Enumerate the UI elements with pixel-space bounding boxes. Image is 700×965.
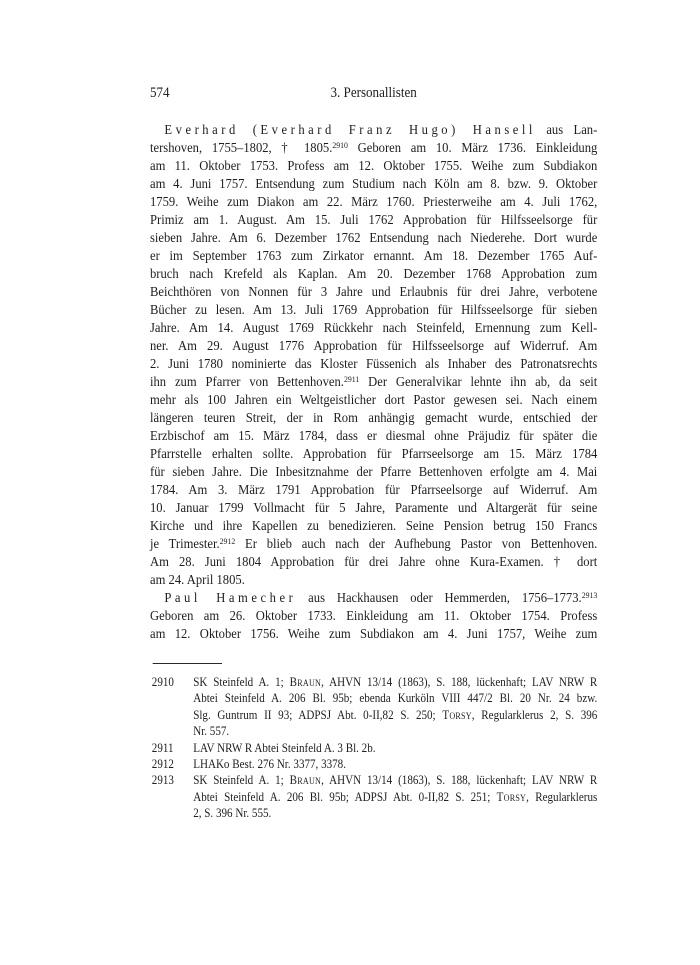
text-segment: am 12. Oktober 1756. Weihe zum Subdiakon am 4. Juni 1757, Weihe zum xyxy=(150,627,598,642)
footnote-number: 2912 xyxy=(151,756,174,771)
text-segment: 2, S. 396 Nr. 555. xyxy=(193,806,272,821)
text-segment: 10. Januar 1799 Vollmacht für 5 Jahre, Paramente und Altargerät für seine xyxy=(150,501,598,516)
text-segment: mehr als 100 Jahren ein Weltgeistlicher dort Pastor gewesen sei. Nach einem xyxy=(150,393,598,408)
footnote-text xyxy=(193,740,597,756)
person-name: Everhard (Everhard Franz Hugo) Hansell xyxy=(164,123,536,138)
text-segment: aus Lan- xyxy=(535,123,598,138)
text-line xyxy=(150,590,597,608)
text-line xyxy=(193,690,597,706)
text-line xyxy=(193,740,597,756)
text-segment: Pfarrstelle erhalten sollte. Approbation für Pfarrseelsorge am 15. März 1784 xyxy=(150,447,598,462)
text-line xyxy=(150,518,597,536)
body-text xyxy=(150,122,597,644)
text-segment: Geboren am 10. März 1736. Einkleidung xyxy=(347,141,598,156)
text-segment: , AHVN 13/14 (1863), S. 188, lückenhaft; LAV NRW R xyxy=(321,773,598,788)
text-line xyxy=(150,140,597,158)
text-line xyxy=(150,158,597,176)
text-segment: Abtei Steinfeld A. 206 Bl. 95b; ebenda Kurköln VIII 447/2 Bl. 20 Nr. 24 bzw. xyxy=(193,691,598,706)
text-line xyxy=(150,626,597,644)
text-segment: Am 28. Juni 1804 Approbation für drei Jahre ohne Kura-Examen. † dort xyxy=(150,555,598,570)
text-segment: SK Steinfeld A. 1; xyxy=(193,675,290,689)
text-line xyxy=(150,302,597,320)
text-segment: sieben Jahre. Am 6. Dezember 1762 Entsendung nach Niederehe. Dort wurde xyxy=(150,231,598,246)
text-segment: SK Steinfeld A. 1; xyxy=(193,773,290,788)
text-segment: Geboren am 26. Oktober 1733. Einkleidung am 11. Oktober 1754. Profess xyxy=(150,609,598,624)
chapter-title: 3. Personallisten xyxy=(330,85,417,101)
footnote-2911 xyxy=(150,740,597,756)
footnote-ref: 2911 xyxy=(343,373,360,384)
text-line xyxy=(150,266,597,284)
footnote-ref: 2910 xyxy=(332,139,348,150)
text-line xyxy=(193,707,597,723)
text-line xyxy=(150,428,597,446)
text-segment: Beichthören von Nonnen für 3 Jahre und Erlaubnis für drei Jahre, verbotene xyxy=(150,285,598,300)
footnote-number: 2913 xyxy=(151,773,174,788)
text-segment: Abtei Steinfeld A. 206 Bl. 95b; ADPSJ Abt. 0-II,82 S. 251; xyxy=(193,789,497,804)
text-segment: , AHVN 13/14 (1863), S. 188, lückenhaft; LAV NRW R xyxy=(321,675,598,689)
footnote-ref: 2913 xyxy=(581,589,598,600)
text-line xyxy=(150,608,597,626)
text-segment: , Regularklerus 2, S. 396 xyxy=(471,707,598,722)
text-line xyxy=(150,122,597,140)
footnote-2910 xyxy=(150,674,597,740)
text-line xyxy=(150,212,597,230)
text-line xyxy=(193,805,597,821)
text-segment: Primiz am 1. August. Am 15. Juli 1762 Approbation für Hilfsseelsorge für xyxy=(150,213,598,228)
person-name: Paul Hamecher xyxy=(164,591,297,606)
footnote-text xyxy=(193,756,597,772)
page-header xyxy=(150,84,597,102)
text-segment: Nr. 557. xyxy=(193,724,230,739)
text-line xyxy=(150,338,597,356)
text-line xyxy=(150,374,597,392)
text-line xyxy=(150,554,597,572)
text-segment: längeren teuren Streit, der in Rom anhängig gemacht wurde, entschied der xyxy=(150,411,598,426)
text-segment: aus Hackhausen oder Hemmerden, 1756–1773. xyxy=(296,591,582,606)
text-segment: ner. Am 29. August 1776 Approbation für Hilfsseelsorge auf Widerruf. Am xyxy=(150,339,598,354)
text-segment: Bücher zu lesen. Am 13. Juli 1769 Approbation für Hilfsseelsorge für sieben xyxy=(150,303,598,318)
text-segment: am 4. Juni 1757. Entsendung zum Studium nach Köln am 8. bzw. 9. Oktober xyxy=(150,177,598,192)
text-line xyxy=(150,230,597,248)
text-segment: Slg. Guntrum II 93; ADPSJ Abt. 0-II,82 S. 250; xyxy=(193,707,443,722)
text-segment: LAV NRW R Abtei Steinfeld A. 3 Bl. 2b. xyxy=(193,740,376,755)
text-segment: am 11. Oktober 1753. Profess am 12. Oktober 1755. Weihe zum Subdiakon xyxy=(150,159,598,174)
text-segment: je Trimester. xyxy=(150,537,220,552)
text-segment: , Regularklerus xyxy=(526,789,598,804)
author-name-smallcaps: Braun xyxy=(289,773,322,788)
author-name-smallcaps: Torsy xyxy=(442,707,472,722)
text-line xyxy=(150,392,597,410)
text-segment: für sieben Jahre. Die Inbesitznahme der Pfarre Bettenhoven erfolgte am 4. Mai xyxy=(150,465,598,480)
paragraph-paul-hamecher xyxy=(150,590,597,644)
text-segment: ihn zum Pfarrer von Bettenhoven. xyxy=(150,375,344,390)
text-line xyxy=(193,723,597,739)
text-segment: 1759. Weihe zum Diakon am 22. März 1760. Priesterweihe am 4. Juli 1762, xyxy=(150,195,598,210)
footnote-text xyxy=(193,772,597,821)
text-line xyxy=(150,410,597,428)
footnote-separator xyxy=(153,663,222,664)
footnote-2913 xyxy=(150,772,597,821)
text-segment: Erzbischof am 15. März 1784, dass er diesmal ohne Präjudiz für später die xyxy=(150,429,598,444)
author-name-smallcaps: Torsy xyxy=(496,789,527,804)
text-line xyxy=(150,572,597,590)
text-line xyxy=(150,284,597,302)
text-segment: Der Generalvikar lehnte ihn ab, da seit xyxy=(359,375,598,390)
text-segment: 2. Juni 1780 nominierte das Kloster Füssenich als Inhaber des Patronatsrechts xyxy=(150,357,598,372)
footnote-text xyxy=(193,674,597,740)
text-segment: bruch nach Krefeld als Kaplan. Am 20. Dezember 1768 Approbation zum xyxy=(150,267,598,282)
text-segment: tershoven, 1755–1802, † 1805. xyxy=(150,141,333,156)
text-line xyxy=(193,789,597,805)
paragraph-everhard-hansell xyxy=(150,122,597,590)
text-line xyxy=(150,248,597,266)
author-name-smallcaps: Braun xyxy=(289,675,322,689)
text-segment: Kirche und ihre Kapellen zu benedizieren. Seine Pension betrug 150 Francs xyxy=(150,519,598,534)
footnotes-section xyxy=(150,674,597,822)
text-line xyxy=(150,536,597,554)
footnote-ref: 2912 xyxy=(219,535,236,546)
footnote-number: 2910 xyxy=(151,675,174,689)
text-line xyxy=(150,446,597,464)
page-number: 574 xyxy=(150,85,170,101)
text-segment: Jahre. Am 14. August 1769 Rückkehr nach Steinfeld, Ernennung zum Kell- xyxy=(150,321,598,336)
text-line xyxy=(193,756,597,772)
text-segment: Er blieb auch nach der Aufhebung Pastor von Bettenhoven. xyxy=(235,537,598,552)
footnote-2912 xyxy=(150,756,597,772)
text-line xyxy=(150,320,597,338)
text-line xyxy=(150,500,597,518)
footnote-number: 2911 xyxy=(151,740,174,755)
text-segment: LHAKo Best. 276 Nr. 3377, 3378. xyxy=(193,756,346,771)
text-line xyxy=(150,482,597,500)
text-line xyxy=(150,194,597,212)
text-line xyxy=(193,772,597,788)
text-line xyxy=(150,464,597,482)
text-segment: am 24. April 1805. xyxy=(150,573,245,588)
text-line xyxy=(150,176,597,194)
text-line xyxy=(193,674,597,690)
text-segment: 1784. Am 3. März 1791 Approbation für Pfarrseelsorge auf Widerruf. Am xyxy=(150,483,598,498)
text-line xyxy=(150,356,597,374)
text-segment: er im September 1763 zum Zirkator ernannt. Am 18. Dezember 1765 Auf- xyxy=(150,249,598,264)
